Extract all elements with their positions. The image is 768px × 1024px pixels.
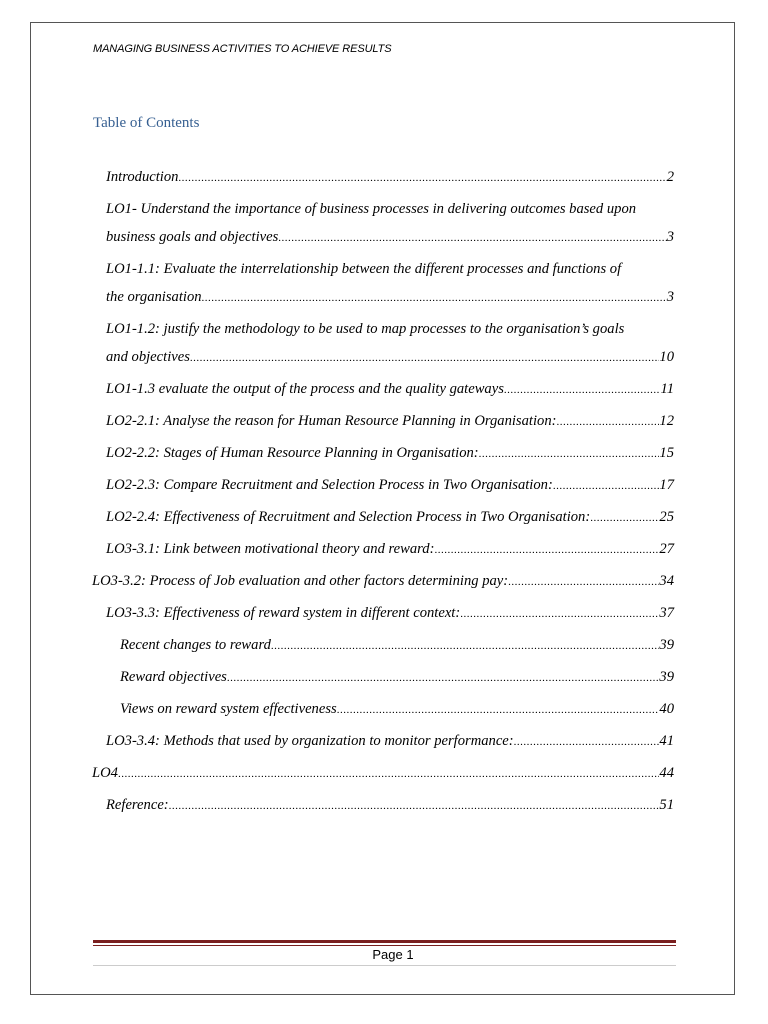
toc-entry-page-number: 15 [659, 445, 674, 461]
toc-entry[interactable] [92, 789, 674, 821]
toc-entry[interactable] [92, 313, 674, 373]
toc-entry-title: LO2-2.4: Effectiveness of Recruitment and Selection Process in Two Organisation: [106, 509, 591, 525]
toc-entry-title-line: LO1- Understand the importance of business processes in delivering outcomes based upon [106, 201, 637, 217]
toc-entry-title: Reference: [106, 797, 169, 813]
dot-leader [514, 728, 660, 756]
toc-entry-page-number: 39 [659, 637, 674, 653]
toc-entry[interactable] [92, 757, 674, 789]
dot-leader [590, 504, 659, 532]
toc-entry-page-number: 12 [659, 413, 674, 429]
toc-entry-line [106, 343, 674, 372]
toc-entry-title-line: LO1-1.1: Evaluate the interrelationship between the different processes and functions of [106, 261, 622, 277]
dot-leader [169, 792, 660, 820]
toc-heading: Table of Contents [93, 115, 200, 131]
toc-entry-title: Introduction [106, 169, 179, 185]
toc-entry[interactable] [92, 533, 674, 565]
toc-entry[interactable] [92, 597, 674, 629]
toc-entry-line [106, 471, 674, 500]
toc-entry-line [120, 695, 674, 724]
dot-leader [278, 224, 666, 252]
toc-entry[interactable] [92, 693, 674, 725]
toc-entry-page-number: 41 [659, 733, 674, 749]
toc-entry-page-number: 10 [659, 349, 674, 365]
toc-entry-title: Views on reward system effectiveness [120, 701, 337, 717]
toc-entry[interactable] [92, 373, 674, 405]
dot-leader [227, 664, 660, 692]
toc-entry-line [106, 535, 674, 564]
toc-entry-line [106, 727, 674, 756]
toc-entry-title-line: LO1-1.2: justify the methodology to be used to map processes to the organisation’s goals [106, 321, 625, 337]
dot-leader [118, 760, 659, 788]
toc-entry-line [106, 503, 674, 532]
dot-leader [337, 696, 660, 724]
dot-leader [479, 440, 660, 468]
toc-entry-title: LO2-2.2: Stages of Human Resource Planning in Organisation: [106, 445, 479, 461]
toc-entry-title: LO3-3.4: Methods that used by organization to monitor performance: [106, 733, 514, 749]
dot-leader [504, 376, 661, 404]
footer-rule-thin [93, 945, 676, 946]
toc-entry-title: LO3-3.3: Effectiveness of reward system in different context: [106, 605, 461, 621]
toc-entry-title: and objectives [106, 349, 190, 365]
dot-leader [202, 284, 667, 312]
toc-entry-title: LO3-3.1: Link between motivational theory and reward: [106, 541, 435, 557]
dot-leader [556, 408, 659, 436]
toc-entry-page-number: 39 [659, 669, 674, 685]
dot-leader [178, 164, 666, 192]
toc-entry-line [92, 567, 674, 596]
dot-leader [508, 568, 659, 596]
toc-entry-line [106, 283, 674, 312]
dot-leader [434, 536, 659, 564]
toc-entry[interactable] [92, 193, 674, 253]
toc-entry-line [106, 439, 674, 468]
toc-entry[interactable] [92, 469, 674, 501]
toc-entry[interactable] [92, 253, 674, 313]
dot-leader [190, 344, 660, 372]
toc-entry-line [106, 599, 674, 628]
toc-entry-page-number: 11 [660, 381, 674, 397]
toc-entry-page-number: 3 [666, 229, 674, 245]
toc-entry-line [106, 407, 674, 436]
toc-entry-page-number: 17 [659, 477, 674, 493]
toc-entry-title: LO2-2.1: Analyse the reason for Human Resource Planning in Organisation: [106, 413, 557, 429]
toc-entry-page-number: 51 [659, 797, 674, 813]
toc-entry-line [106, 791, 674, 820]
toc-entry-title: LO1-1.3 evaluate the output of the process and the quality gateways [106, 381, 504, 397]
dot-leader [460, 600, 659, 628]
toc-entry-title: LO3-3.2: Process of Job evaluation and other factors determining pay: [92, 573, 509, 589]
toc-entry-page-number: 25 [659, 509, 674, 525]
toc-entry[interactable] [92, 501, 674, 533]
toc-entry-title: LO2-2.3: Compare Recruitment and Selection Process in Two Organisation: [106, 477, 553, 493]
toc-entry-line [106, 223, 674, 252]
toc-entry-page-number: 44 [659, 765, 674, 781]
toc-entry[interactable] [92, 725, 674, 757]
toc-entry-page-number: 2 [666, 169, 674, 185]
toc-entry-page-number: 37 [659, 605, 674, 621]
toc-entry-line [106, 375, 674, 404]
toc-entry-line [106, 163, 674, 192]
toc-entry-page-number: 40 [659, 701, 674, 717]
footer-bottom-rule [93, 965, 676, 966]
toc-entry-page-number: 27 [659, 541, 674, 557]
dot-leader [271, 632, 660, 660]
toc-entry[interactable] [92, 437, 674, 469]
table-of-contents [92, 161, 674, 821]
toc-entry[interactable] [92, 161, 674, 193]
toc-entry[interactable] [92, 405, 674, 437]
toc-entry-title: Reward objectives [120, 669, 227, 685]
toc-entry-title: the organisation [106, 289, 202, 305]
toc-entry[interactable] [92, 629, 674, 661]
running-header: MANAGING BUSINESS ACTIVITIES TO ACHIEVE RESULTS [93, 43, 392, 55]
toc-entry-title: Recent changes to reward [120, 637, 271, 653]
toc-entry-line [120, 631, 674, 660]
footer-rule [93, 940, 676, 943]
toc-entry-line [92, 759, 674, 788]
toc-entry-title: LO4 [92, 765, 118, 781]
toc-entry[interactable] [92, 661, 674, 693]
toc-entry[interactable] [92, 565, 674, 597]
toc-entry-page-number: 34 [659, 573, 674, 589]
toc-entry-line [120, 663, 674, 692]
toc-entry-page-number: 3 [666, 289, 674, 305]
dot-leader [553, 472, 660, 500]
toc-entry-title: business goals and objectives [106, 229, 279, 245]
page-number: Page 1 [372, 947, 414, 962]
